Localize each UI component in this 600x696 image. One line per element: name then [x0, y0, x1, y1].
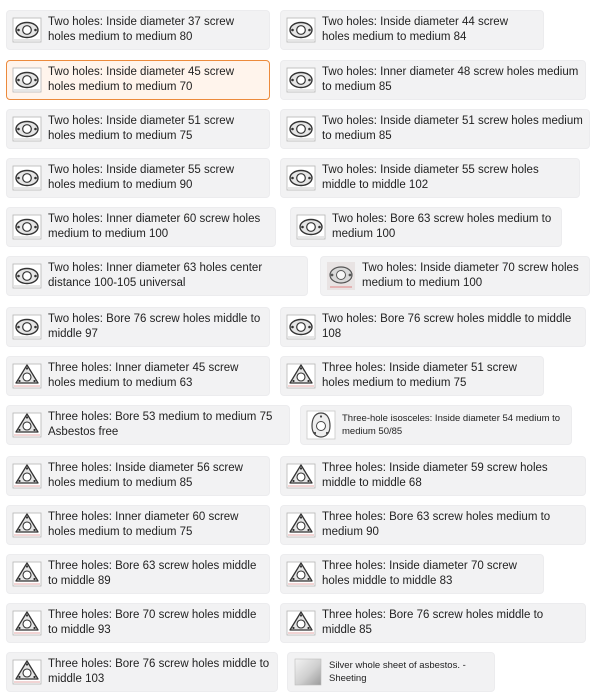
sku-option-label: Three-hole isosceles: Inside diameter 54 medium to medium 50/85	[342, 413, 561, 437]
two-hole-gasket-thumbnail	[12, 163, 42, 193]
sku-option-label: Two holes: Inside diameter 51 screw holes medium to medium 75	[48, 115, 235, 142]
two-hole-gasket-thumbnail	[286, 163, 316, 193]
two-hole-gasket-thumbnail	[286, 312, 316, 342]
three-hole-gasket-thumbnail	[286, 510, 316, 540]
sku-option-label: Two holes: Inside diameter 55 screw holes medium to medium 90	[48, 164, 235, 191]
sku-option-label: Three holes: Inner diameter 45 screw holes medium to medium 63	[48, 362, 239, 389]
asbestos-sheet-thumbnail	[293, 657, 323, 687]
sku-option[interactable]	[6, 158, 270, 198]
sku-option[interactable]	[6, 554, 270, 594]
two-hole-gasket-thumbnail	[12, 15, 42, 45]
sku-option-label: Three holes: Inside diameter 59 screw holes middle to middle 68	[322, 462, 548, 489]
three-hole-gasket-thumbnail	[286, 559, 316, 589]
sku-option-label: Three holes: Bore 70 screw holes middle to middle 93	[48, 609, 257, 636]
sku-option[interactable]	[6, 307, 270, 347]
sku-option[interactable]	[280, 554, 544, 594]
three-hole-gasket-thumbnail	[12, 461, 42, 491]
sku-option[interactable]	[6, 207, 276, 247]
three-hole-gasket-thumbnail	[12, 657, 42, 687]
sku-option-label: Two holes: Bore 76 screw holes middle to middle 108	[322, 313, 572, 340]
two-hole-gasket-thumbnail	[12, 114, 42, 144]
sku-option[interactable]	[6, 456, 270, 496]
sku-option-label: Three holes: Inside diameter 70 screw holes middle to middle 83	[322, 560, 517, 587]
two-hole-gasket-thumbnail	[12, 312, 42, 342]
sku-option-label: Three holes: Inside diameter 56 screw holes medium to medium 85	[48, 462, 243, 489]
sku-option[interactable]	[6, 405, 290, 445]
sku-option-label: Three holes: Bore 63 screw holes middle to middle 89	[48, 560, 257, 587]
sku-option[interactable]	[280, 307, 586, 347]
three-hole-gasket-thumbnail	[12, 608, 42, 638]
sku-option-label: Two holes: Inner diameter 63 holes center distance 100-105 universal	[48, 262, 263, 289]
two-hole-gasket-thumbnail	[286, 15, 316, 45]
sku-option[interactable]	[6, 60, 270, 100]
sku-option[interactable]	[287, 652, 495, 692]
three-hole-gasket-thumbnail	[12, 510, 42, 540]
sku-option[interactable]	[280, 60, 586, 100]
two-hole-gasket-thumbnail	[12, 65, 42, 95]
sku-option-label: Two holes: Inner diameter 60 screw holes medium to medium 100	[48, 213, 261, 240]
sku-option-label: Two holes: Inside diameter 70 screw holes medium to medium 100	[362, 262, 579, 289]
three-hole-gasket-thumbnail	[286, 361, 316, 391]
sku-option-label: Three holes: Bore 76 screw holes middle to middle 85	[322, 609, 544, 636]
two-hole-gasket-thumbnail	[296, 212, 326, 242]
three-hole-gasket-thumbnail	[286, 461, 316, 491]
sku-option-label: Three holes: Bore 76 screw holes middle to middle 103	[48, 658, 270, 685]
two-hole-gasket-thumbnail	[286, 114, 316, 144]
sku-option[interactable]	[280, 456, 586, 496]
sku-option-label: Two holes: Inside diameter 55 screw holes middle to middle 102	[322, 164, 539, 191]
sku-option[interactable]	[280, 109, 590, 149]
sku-option[interactable]	[6, 256, 308, 296]
sku-option[interactable]	[6, 10, 270, 50]
sku-option-label: Three holes: Inside diameter 51 screw holes medium to medium 75	[322, 362, 517, 389]
sku-option-label: Two holes: Inner diameter 48 screw holes medium to medium 85	[322, 66, 579, 93]
two-hole-gasket-thumbnail	[12, 212, 42, 242]
sku-option[interactable]	[6, 603, 270, 643]
three-hole-gasket-thumbnail	[12, 361, 42, 391]
three-hole-gasket-thumbnail	[286, 608, 316, 638]
sku-option-label: Two holes: Inside diameter 45 screw holes medium to medium 70	[48, 66, 235, 93]
three-hole-gasket-photo-thumbnail	[306, 410, 336, 440]
sku-option-label: Three holes: Inner diameter 60 screw holes medium to medium 75	[48, 511, 239, 538]
sku-option[interactable]	[280, 158, 580, 198]
sku-option[interactable]	[280, 505, 586, 545]
sku-option[interactable]	[300, 405, 572, 445]
two-hole-gasket-photo-thumbnail	[326, 261, 356, 291]
sku-option[interactable]	[280, 10, 544, 50]
sku-option-label: Two holes: Bore 63 screw holes medium to medium 100	[332, 213, 552, 240]
sku-option[interactable]	[280, 356, 544, 396]
sku-option-label: Two holes: Bore 76 screw holes middle to middle 97	[48, 313, 261, 340]
two-hole-gasket-thumbnail	[286, 65, 316, 95]
sku-option[interactable]	[6, 109, 270, 149]
sku-option-label: Two holes: Inside diameter 44 screw holes medium to medium 84	[322, 16, 509, 43]
two-hole-gasket-thumbnail	[12, 261, 42, 291]
sku-option-label: Silver whole sheet of asbestos. - Sheeting	[329, 660, 466, 684]
three-hole-gasket-thumbnail	[12, 559, 42, 589]
sku-option-label: Three holes: Bore 63 screw holes medium to medium 90	[322, 511, 551, 538]
sku-option[interactable]	[280, 603, 586, 643]
three-hole-gasket-thumbnail	[12, 410, 42, 440]
sku-option-label: Three holes: Bore 53 medium to medium 75 Asbestos free	[48, 411, 273, 438]
sku-option-label: Two holes: Inside diameter 37 screw holes medium to medium 80	[48, 16, 235, 43]
sku-option[interactable]	[290, 207, 562, 247]
sku-option[interactable]	[320, 256, 590, 296]
sku-option[interactable]	[6, 652, 278, 692]
sku-option[interactable]	[6, 356, 270, 396]
sku-option-label: Two holes: Inside diameter 51 screw holes medium to medium 85	[322, 115, 583, 142]
sku-option[interactable]	[6, 505, 270, 545]
